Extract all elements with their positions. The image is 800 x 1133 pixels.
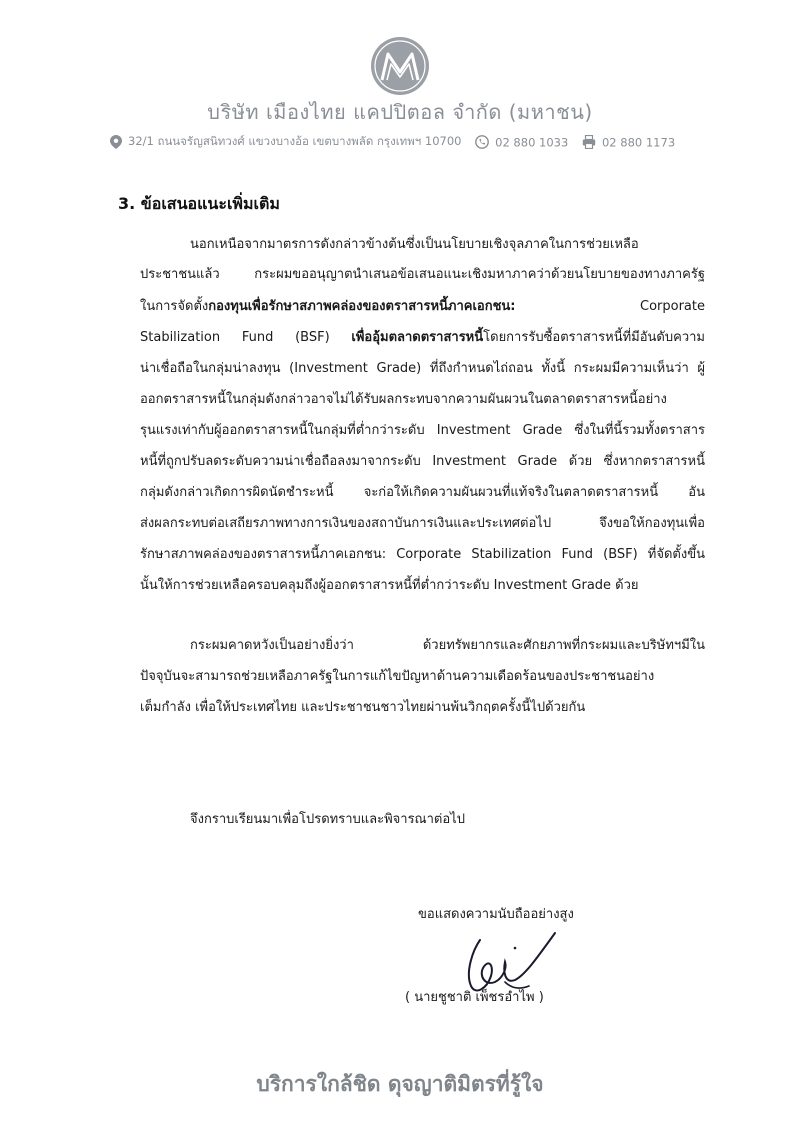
paragraph1-line: ส่งผลกระทบต่อเสถียรภาพทางการเงินของสถาบันการเงินและประเทศต่อไป จึงขอให้กองทุนเพื่อ — [140, 516, 705, 531]
paragraph2-line: กระผมคาดหวังเป็นอย่างยิ่งว่า ด้วยทรัพยากรและศักยภาพที่กระผมและบริษัทฯมีใน — [190, 638, 705, 653]
fax-icon — [582, 135, 596, 149]
signer-name: ( นายชูชาติ เพ็ชรอำไพ ) — [405, 990, 544, 1005]
phone-number: 02 880 1033 — [495, 135, 569, 149]
paragraph1-line: น่าเชื่อถือในกลุ่มน่าลงทุน (Investment Grade) ที่ถึงกำหนดไถ่ถอน ทั้งนี้ กระผมมีความเห็นว่า ผู้ — [140, 361, 705, 376]
paragraph1-line: ประชาชนแล้ว กระผมขออนุญาตนำเสนอข้อเสนอแนะเชิงมหาภาคว่าด้วยนโยบายของทางภาครัฐ — [140, 267, 705, 282]
closing-request: จึงกราบเรียนมาเพื่อโปรดทราบและพิจารณาต่อไป — [190, 812, 465, 827]
fax-group — [582, 135, 675, 150]
section-title: 3. ข้อเสนอแนะเพิ่มเติม — [118, 194, 280, 213]
paragraph1-line: รักษาสภาพคล่องของตราสารหนี้ภาคเอกชน: Corporate Stabilization Fund (BSF) ที่จัดตั้งขึ้น — [140, 547, 705, 562]
fax-number: 02 880 1173 — [601, 135, 676, 149]
address-group — [110, 133, 461, 151]
paragraph1-line — [140, 329, 705, 347]
fund-name-bold: กองทุนเพื่อรักษาสภาพคล่องของตราสารหนี้ภาคเอกชน: — [208, 299, 516, 314]
paragraph1-line — [140, 298, 705, 316]
fund-purpose-bold: เพื่ออุ้มตลาดตราสารหนี้ — [351, 330, 484, 345]
paragraph1-line: นอกเหนือจากมาตรการดังกล่าวข้างต้นซึ่งเป็นนโยบายเชิงจุลภาคในการช่วยเหลือ — [190, 237, 639, 252]
closing-regards: ขอแสดงความนับถืออย่างสูง — [418, 907, 574, 922]
paragraph1-text: โดยการรับซื้อตราสารหนี้ที่มีอันดับความ — [483, 330, 705, 345]
footer-slogan: บริการใกล้ชิด ดุจญาติมิตรที่รู้ใจ — [256, 1072, 544, 1096]
paragraph2-line: เต็มกำลัง เพื่อให้ประเทศไทย และประชาชนชาวไทยผ่านพ้นวิกฤตครั้งนี้ไปด้วยกัน — [140, 700, 586, 715]
paragraph2-line: ปัจจุบันจะสามารถช่วยเหลือภาครัฐในการแก้ไขปัญหาด้านความเดือดร้อนของประชาชนอย่าง — [140, 669, 655, 684]
paragraph1-line: นั้นให้การช่วยเหลือครอบคลุมถึงผู้ออกตราสารหนี้ที่ต่ำกว่าระดับ Investment Grade ด้วย — [140, 578, 639, 593]
paragraph1-text: ในการจัดตั้ง — [140, 299, 209, 314]
paragraph1-line: รุนแรงเท่ากับผู้ออกตราสารหนี้ในกลุ่มที่ต่ำกว่าระดับ Investment Grade ซึ่งในที่นี้รวมทั้งตราสาร — [140, 423, 705, 438]
company-name: บริษัท เมืองไทย แคปปิตอล จำกัด (มหาชน) — [207, 100, 593, 124]
paragraph1-line: หนี้ที่ถูกปรับลดระดับความน่าเชื่อถือลงมาจากระดับ Investment Grade ด้วย ซึ่งหากตราสารหนี้ — [140, 454, 705, 469]
paragraph1-line: กลุ่มดังกล่าวเกิดการผิดนัดชำระหนี้ จะก่อให้เกิดความผันผวนที่แท้จริงในตลาดตราสารหนี้ อัน — [140, 485, 705, 500]
contact-bar — [110, 133, 710, 151]
paragraph1-text: Corporate — [640, 299, 705, 314]
paragraph1-line: ออกตราสารหนี้ในกลุ่มดังกล่าวอาจไม่ได้รับผลกระทบจากความผันผวนในตลาดตราสารหนี้อย่าง — [140, 392, 667, 407]
address-text: 32/1 ถนนจรัญสนิทวงศ์ แขวงบางอ้อ เขตบางพลัด กรุงเทพฯ 10700 — [128, 134, 462, 148]
phone-group — [475, 135, 568, 150]
company-logo — [370, 36, 430, 96]
phone-icon — [475, 135, 489, 149]
location-pin-icon — [110, 135, 122, 149]
paragraph1-text: Stabilization Fund (BSF) — [140, 330, 352, 345]
